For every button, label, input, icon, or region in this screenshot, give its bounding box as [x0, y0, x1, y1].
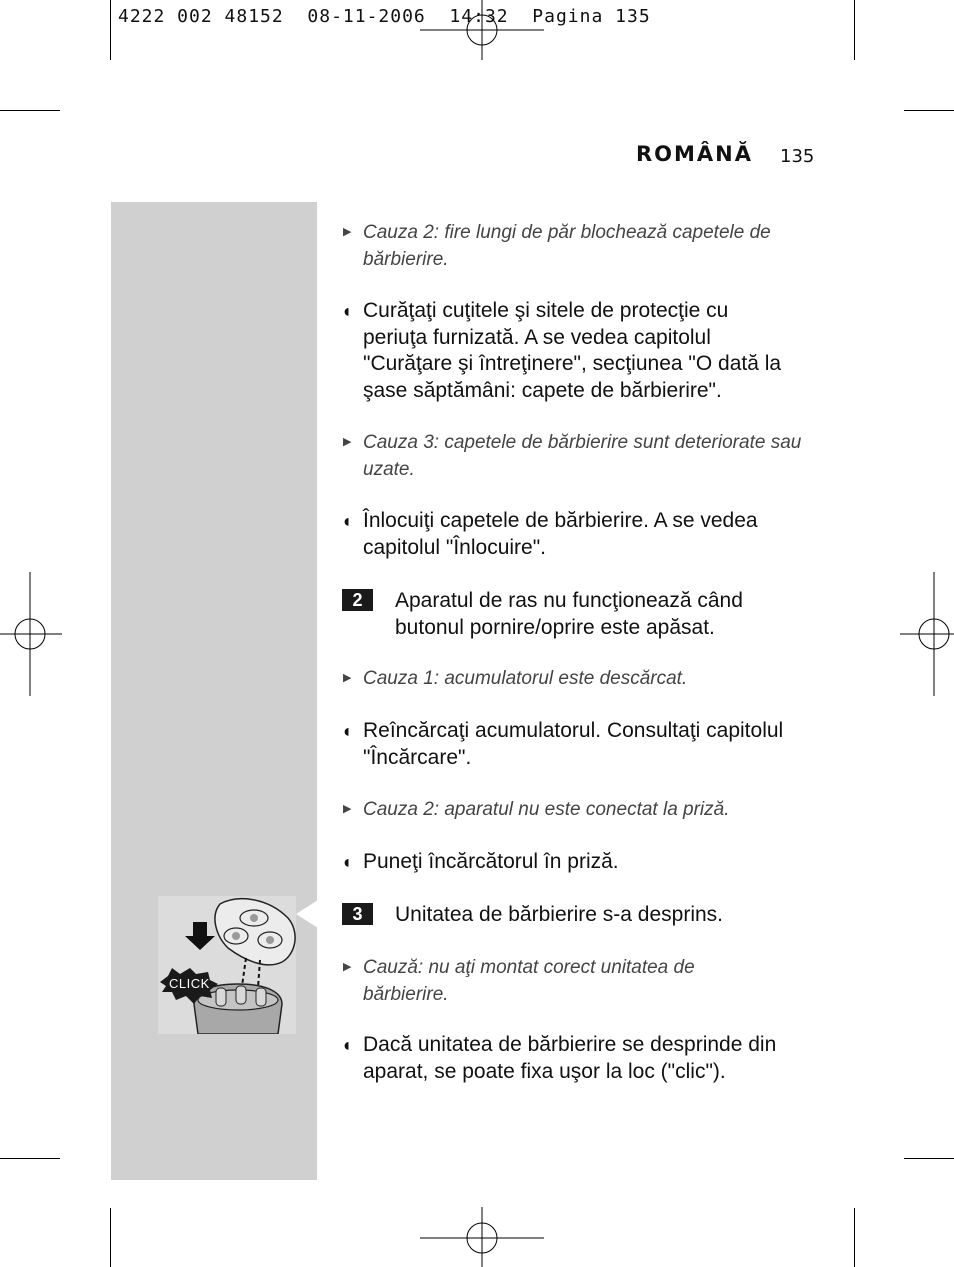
shaver-illustration	[158, 896, 296, 1034]
registration-target-top	[420, 0, 544, 62]
action-marker-icon: ◖	[341, 1035, 352, 1055]
problem-number: 2	[342, 589, 373, 611]
triangle-bullet-icon: ▶	[343, 436, 352, 448]
triangle-bullet-icon: ▶	[343, 803, 352, 815]
cause-item: ▶ Cauza 1: acumulatorul este descărcat.	[363, 665, 803, 692]
triangle-bullet-icon: ▶	[343, 961, 352, 973]
crop-mark	[110, 1208, 111, 1267]
shaver-head-reattach-icon	[158, 896, 296, 1034]
click-badge: CLICK	[169, 976, 210, 991]
crop-mark	[854, 0, 855, 60]
crop-mark	[854, 1208, 855, 1267]
action-marker-icon: ◖	[341, 301, 352, 321]
page-number: 135	[780, 146, 815, 167]
cause-item: ▶ Cauză: nu aţi montat corect unitatea de bărbierire.	[363, 954, 783, 1008]
cause-item: ▶ Cauza 2: aparatul nu este conectat la priză.	[363, 796, 803, 823]
action-marker-icon: ◖	[341, 511, 352, 531]
print-header: 4222 002 48152 08-11-2006 14:32 Pagina 135	[118, 6, 651, 27]
crop-mark	[110, 0, 111, 60]
problem-heading: 3 Unitatea de bărbierire s-a desprins.	[395, 901, 815, 928]
triangle-bullet-icon: ▶	[343, 226, 352, 238]
cause-item: ▶ Cauza 3: capetele de bărbierire sunt deteriorate sau uzate.	[363, 429, 803, 483]
action-item: ◖ Curăţaţi cuţitele şi sitele de protecţie cu periuţa furnizată. A se vedea capitolul "Curăţare şi întreţinere", secţiunea "O dată la şase săptămâni: capete de bărbierire".	[341, 299, 782, 402]
problem-heading: 2 Aparatul de ras nu funcţionează când butonul pornire/oprire este apăsat.	[395, 587, 815, 641]
action-item: ◖ Dacă unitatea de bărbierire se desprinde din aparat, se poate fixa uşor la loc ("clic").	[341, 1033, 777, 1083]
crop-mark	[904, 1158, 954, 1159]
illustration-pointer	[296, 900, 318, 928]
problem-number: 3	[342, 903, 373, 925]
action-item: ◖ Reîncărcaţi acumulatorul. Consultaţi capitolul "Încărcare".	[341, 719, 784, 769]
action-item: ◖ Înlocuiţi capetele de bărbierire. A se vedea capitolul "Înlocuire".	[341, 509, 758, 559]
language-title: ROMÂNĂ	[636, 142, 753, 166]
action-marker-icon: ◖	[341, 852, 352, 872]
crop-mark	[0, 110, 60, 111]
action-item: ◖ Puneţi încărcătorul în priză.	[363, 849, 813, 876]
crop-mark	[0, 1158, 60, 1159]
action-marker-icon: ◖	[341, 721, 352, 741]
registration-target-right	[900, 572, 954, 696]
triangle-bullet-icon: ▶	[343, 672, 352, 684]
registration-target-bottom	[420, 1207, 544, 1267]
cause-item: ▶ Cauza 2: fire lungi de păr blochează capetele de bărbierire.	[363, 219, 803, 273]
registration-target-left	[0, 572, 62, 696]
crop-mark	[904, 110, 954, 111]
